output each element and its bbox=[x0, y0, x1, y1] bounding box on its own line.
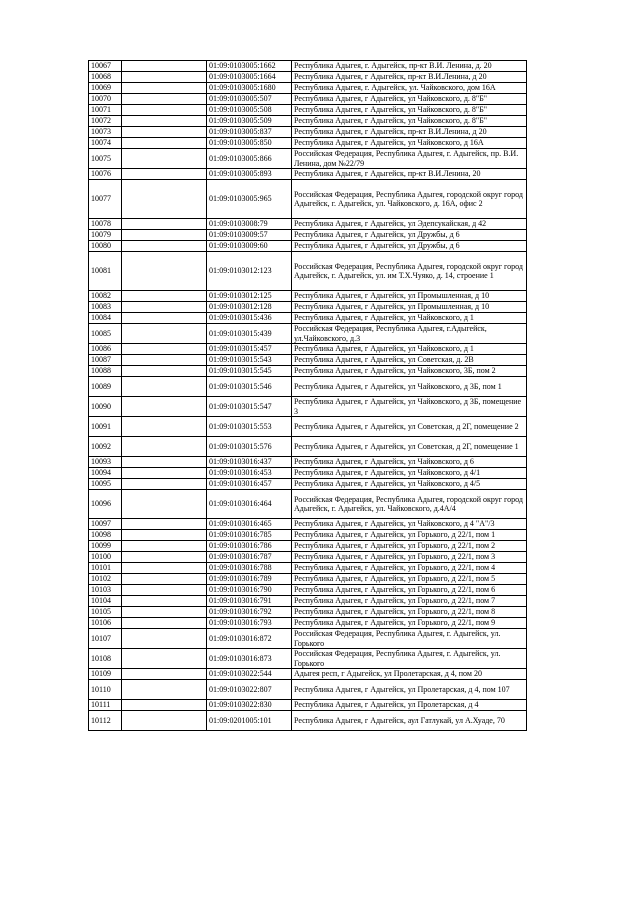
row-number: 10072 bbox=[89, 116, 122, 127]
address: Республика Адыгея, г Адыгейск, ул Горького, д 22/1, пом 2 bbox=[292, 541, 527, 552]
table-row bbox=[89, 230, 527, 241]
table-row bbox=[89, 219, 527, 230]
row-blank-cell bbox=[122, 457, 207, 468]
table-row bbox=[89, 468, 527, 479]
table-row bbox=[89, 530, 527, 541]
cadastral-number: 01:09:0103016:785 bbox=[207, 530, 292, 541]
row-blank-cell bbox=[122, 596, 207, 607]
address: Республика Адыгея, г Адыгейск, ул Дружбы, д 6 bbox=[292, 241, 527, 252]
table-row bbox=[89, 457, 527, 468]
cadastral-number: 01:09:0103005:1662 bbox=[207, 61, 292, 72]
table-row bbox=[89, 437, 527, 457]
table-row bbox=[89, 313, 527, 324]
cadastral-number: 01:09:0103022:544 bbox=[207, 669, 292, 680]
address: Республика Адыгея, г Адыгейск, ул Чайковского, д 16А bbox=[292, 138, 527, 149]
row-blank-cell bbox=[122, 313, 207, 324]
cadastral-number: 01:09:0103008:79 bbox=[207, 219, 292, 230]
address: Российская Федерация, Республика Адыгея, городской округ город Адыгейск, г. Адыгейск, ул. Чайковского, д. 16А, офис 2 bbox=[292, 180, 527, 219]
row-blank-cell bbox=[122, 127, 207, 138]
row-blank-cell bbox=[122, 669, 207, 680]
row-number: 10109 bbox=[89, 669, 122, 680]
cadastral-number: 01:09:0103016:787 bbox=[207, 552, 292, 563]
row-blank-cell bbox=[122, 180, 207, 219]
row-blank-cell bbox=[122, 479, 207, 490]
table-row bbox=[89, 629, 527, 649]
table-row bbox=[89, 680, 527, 700]
row-blank-cell bbox=[122, 61, 207, 72]
address: Республика Адыгея, г Адыгейск, ул Горького, д 22/1, пом 8 bbox=[292, 607, 527, 618]
cadastral-number: 01:09:0103015:543 bbox=[207, 355, 292, 366]
cadastral-number: 01:09:0103022:807 bbox=[207, 680, 292, 700]
table-row bbox=[89, 324, 527, 344]
address: Республика Адыгея, г Адыгейск, ул Чайковского, д 6 bbox=[292, 457, 527, 468]
address: Республика Адыгея, г Адыгейск, пр-кт В.И.Ленина, д 20 bbox=[292, 127, 527, 138]
row-number: 10102 bbox=[89, 574, 122, 585]
table-row bbox=[89, 302, 527, 313]
row-blank-cell bbox=[122, 219, 207, 230]
cadastral-number: 01:09:0103005:893 bbox=[207, 169, 292, 180]
table-row bbox=[89, 149, 527, 169]
cadastral-number: 01:09:0103016:788 bbox=[207, 563, 292, 574]
table-row bbox=[89, 252, 527, 291]
table-row bbox=[89, 72, 527, 83]
address: Российская Федерация, Республика Адыгея, г. Адыгейск, ул. Горького bbox=[292, 649, 527, 669]
cadastral-number: 01:09:0103016:873 bbox=[207, 649, 292, 669]
address: Российская Федерация, Республика Адыгея, г.Адыгейск, ул.Чайковского, д.3 bbox=[292, 324, 527, 344]
table-row bbox=[89, 574, 527, 585]
cadastral-number: 01:09:0103005:965 bbox=[207, 180, 292, 219]
cadastral-number: 01:09:0103016:437 bbox=[207, 457, 292, 468]
cadastral-number: 01:09:0103016:790 bbox=[207, 585, 292, 596]
cadastral-number: 01:09:0103005:1680 bbox=[207, 83, 292, 94]
address: Республика Адыгея, г Адыгейск, ул Советская, д 2Г, помещение 1 bbox=[292, 437, 527, 457]
row-blank-cell bbox=[122, 417, 207, 437]
table-row bbox=[89, 669, 527, 680]
row-number: 10084 bbox=[89, 313, 122, 324]
row-number: 10099 bbox=[89, 541, 122, 552]
address: Российская Федерация, Республика Адыгея, городской округ город Адыгейск, г. Адыгейск, ул. им Т.Х.Чуяко, д. 14, строение 1 bbox=[292, 252, 527, 291]
table-row bbox=[89, 377, 527, 397]
cadastral-number: 01:09:0103015:546 bbox=[207, 377, 292, 397]
row-number: 10067 bbox=[89, 61, 122, 72]
row-blank-cell bbox=[122, 711, 207, 731]
address: Республика Адыгея, г Адыгейск, ул Промышленная, д 10 bbox=[292, 302, 527, 313]
row-blank-cell bbox=[122, 629, 207, 649]
cadastral-number: 01:09:0103009:60 bbox=[207, 241, 292, 252]
table-row bbox=[89, 596, 527, 607]
cadastral-number: 01:09:0103005:866 bbox=[207, 149, 292, 169]
cadastral-number: 01:09:0103015:436 bbox=[207, 313, 292, 324]
row-number: 10112 bbox=[89, 711, 122, 731]
table-row bbox=[89, 355, 527, 366]
table-row bbox=[89, 607, 527, 618]
row-blank-cell bbox=[122, 291, 207, 302]
row-blank-cell bbox=[122, 324, 207, 344]
address: Республика Адыгея, г Адыгейск, ул Чайковского, д 3Б, помещение 3 bbox=[292, 397, 527, 417]
row-number: 10098 bbox=[89, 530, 122, 541]
row-blank-cell bbox=[122, 302, 207, 313]
cadastral-number: 01:09:0103015:576 bbox=[207, 437, 292, 457]
table-row bbox=[89, 344, 527, 355]
row-number: 10108 bbox=[89, 649, 122, 669]
row-blank-cell bbox=[122, 700, 207, 711]
row-number: 10073 bbox=[89, 127, 122, 138]
cadastral-number: 01:09:0103015:553 bbox=[207, 417, 292, 437]
table-row bbox=[89, 138, 527, 149]
row-blank-cell bbox=[122, 397, 207, 417]
row-number: 10093 bbox=[89, 457, 122, 468]
table-row bbox=[89, 180, 527, 219]
row-blank-cell bbox=[122, 519, 207, 530]
row-number: 10070 bbox=[89, 94, 122, 105]
row-number: 10107 bbox=[89, 629, 122, 649]
row-blank-cell bbox=[122, 252, 207, 291]
row-number: 10083 bbox=[89, 302, 122, 313]
table-row bbox=[89, 291, 527, 302]
row-number: 10079 bbox=[89, 230, 122, 241]
row-blank-cell bbox=[122, 607, 207, 618]
row-number: 10075 bbox=[89, 149, 122, 169]
address: Республика Адыгея, г Адыгейск, ул Горького, д 22/1, пом 5 bbox=[292, 574, 527, 585]
table-row bbox=[89, 366, 527, 377]
row-number: 10110 bbox=[89, 680, 122, 700]
row-blank-cell bbox=[122, 105, 207, 116]
row-number: 10085 bbox=[89, 324, 122, 344]
address: Республика Адыгея, г Адыгейск, ул Чайковского, д 4 "А"/3 bbox=[292, 519, 527, 530]
cadastral-number: 01:09:0103012:128 bbox=[207, 302, 292, 313]
row-blank-cell bbox=[122, 541, 207, 552]
cadastral-number: 01:09:0103016:792 bbox=[207, 607, 292, 618]
row-blank-cell bbox=[122, 366, 207, 377]
table-row bbox=[89, 563, 527, 574]
row-blank-cell bbox=[122, 377, 207, 397]
row-number: 10091 bbox=[89, 417, 122, 437]
table-row bbox=[89, 618, 527, 629]
row-number: 10088 bbox=[89, 366, 122, 377]
address: Республика Адыгея, г Адыгейск, ул Чайковского, д 4/1 bbox=[292, 468, 527, 479]
address: Российская Федерация, Республика Адыгея, г. Адыгейск, ул. Горького bbox=[292, 629, 527, 649]
cadastral-number: 01:09:0103016:789 bbox=[207, 574, 292, 585]
table-row bbox=[89, 649, 527, 669]
row-number: 10081 bbox=[89, 252, 122, 291]
cadastral-number: 01:09:0103015:545 bbox=[207, 366, 292, 377]
address: Республика Адыгея, г Адыгейск, ул Горького, д 22/1, пом 3 bbox=[292, 552, 527, 563]
address: Адыгея респ, г Адыгейск, ул Пролетарская, д 4, пом 20 bbox=[292, 669, 527, 680]
cadastral-number: 01:09:0103005:509 bbox=[207, 116, 292, 127]
row-blank-cell bbox=[122, 230, 207, 241]
cadastral-number: 01:09:0103012:125 bbox=[207, 291, 292, 302]
row-blank-cell bbox=[122, 83, 207, 94]
row-number: 10080 bbox=[89, 241, 122, 252]
address: Республика Адыгея, г Адыгейск, ул Пролетарская, д 4, пом 107 bbox=[292, 680, 527, 700]
table-row bbox=[89, 417, 527, 437]
row-number: 10087 bbox=[89, 355, 122, 366]
row-blank-cell bbox=[122, 72, 207, 83]
row-number: 10092 bbox=[89, 437, 122, 457]
address: Республика Адыгея, г Адыгейск, ул Эдепсукайская, д 42 bbox=[292, 219, 527, 230]
address: Республика Адыгея, г Адыгейск, ул Промышленная, д 10 bbox=[292, 291, 527, 302]
row-number: 10086 bbox=[89, 344, 122, 355]
row-number: 10096 bbox=[89, 490, 122, 519]
row-number: 10111 bbox=[89, 700, 122, 711]
row-blank-cell bbox=[122, 138, 207, 149]
cadastral-number: 01:09:0103005:850 bbox=[207, 138, 292, 149]
table-row bbox=[89, 116, 527, 127]
cadastral-number: 01:09:0103016:872 bbox=[207, 629, 292, 649]
cadastral-number: 01:09:0103015:457 bbox=[207, 344, 292, 355]
row-number: 10069 bbox=[89, 83, 122, 94]
row-number: 10068 bbox=[89, 72, 122, 83]
records-table-body bbox=[89, 61, 527, 731]
row-number: 10106 bbox=[89, 618, 122, 629]
address: Республика Адыгея, г Адыгейск, ул Дружбы, д 6 bbox=[292, 230, 527, 241]
row-number: 10089 bbox=[89, 377, 122, 397]
cadastral-number: 01:09:0103016:465 bbox=[207, 519, 292, 530]
records-table bbox=[88, 60, 527, 731]
cadastral-number: 01:09:0103016:786 bbox=[207, 541, 292, 552]
row-number: 10071 bbox=[89, 105, 122, 116]
table-row bbox=[89, 711, 527, 731]
address: Республика Адыгея, г Адыгейск, пр-кт В.И.Ленина, 20 bbox=[292, 169, 527, 180]
cadastral-number: 01:09:0103016:464 bbox=[207, 490, 292, 519]
address: Республика Адыгея, г Адыгейск, ул Горького, д 22/1, пом 9 bbox=[292, 618, 527, 629]
address: Республика Адыгея, г Адыгейск, ул Горького, д 22/1, пом 4 bbox=[292, 563, 527, 574]
row-number: 10103 bbox=[89, 585, 122, 596]
table-row bbox=[89, 490, 527, 519]
address: Республика Адыгея, г. Адыгейск, ул. Чайковского, дом 16А bbox=[292, 83, 527, 94]
table-row bbox=[89, 541, 527, 552]
cadastral-number: 01:09:0103012:123 bbox=[207, 252, 292, 291]
row-number: 10100 bbox=[89, 552, 122, 563]
cadastral-number: 01:09:0103015:547 bbox=[207, 397, 292, 417]
table-row bbox=[89, 479, 527, 490]
address: Республика Адыгея, г Адыгейск, пр-кт В.И.Ленина, д 20 bbox=[292, 72, 527, 83]
address: Республика Адыгея, г Адыгейск, ул Горького, д 22/1, пом 6 bbox=[292, 585, 527, 596]
address: Республика Адыгея, г Адыгейск, аул Гатлукай, ул А.Хуаде, 70 bbox=[292, 711, 527, 731]
row-blank-cell bbox=[122, 116, 207, 127]
table-row bbox=[89, 127, 527, 138]
row-number: 10095 bbox=[89, 479, 122, 490]
row-number: 10077 bbox=[89, 180, 122, 219]
cadastral-number: 01:09:0103016:793 bbox=[207, 618, 292, 629]
row-blank-cell bbox=[122, 490, 207, 519]
address: Республика Адыгея, г Адыгейск, ул Чайковского, 3Б, пом 2 bbox=[292, 366, 527, 377]
row-number: 10094 bbox=[89, 468, 122, 479]
table-row bbox=[89, 700, 527, 711]
row-number: 10097 bbox=[89, 519, 122, 530]
address: Республика Адыгея, г Адыгейск, ул Чайковского, д 1 bbox=[292, 313, 527, 324]
table-row bbox=[89, 519, 527, 530]
cadastral-number: 01:09:0201005:101 bbox=[207, 711, 292, 731]
address: Российская Федерация, Республика Адыгея, г. Адыгейск, пр. В.И. Ленина, дом №22/79 bbox=[292, 149, 527, 169]
row-blank-cell bbox=[122, 552, 207, 563]
row-number: 10074 bbox=[89, 138, 122, 149]
table-row bbox=[89, 169, 527, 180]
row-blank-cell bbox=[122, 344, 207, 355]
cadastral-number: 01:09:0103005:1664 bbox=[207, 72, 292, 83]
address: Республика Адыгея, г Адыгейск, ул Чайковского, д. 8"Б" bbox=[292, 105, 527, 116]
row-number: 10082 bbox=[89, 291, 122, 302]
row-blank-cell bbox=[122, 355, 207, 366]
table-row bbox=[89, 241, 527, 252]
cadastral-number: 01:09:0103016:791 bbox=[207, 596, 292, 607]
address: Республика Адыгея, г Адыгейск, ул Чайковского, д 4/5 bbox=[292, 479, 527, 490]
row-blank-cell bbox=[122, 574, 207, 585]
cadastral-number: 01:09:0103005:507 bbox=[207, 94, 292, 105]
address: Республика Адыгея, г Адыгейск, ул Чайковского, д 3Б, пом 1 bbox=[292, 377, 527, 397]
cadastral-number: 01:09:0103016:453 bbox=[207, 468, 292, 479]
row-blank-cell bbox=[122, 618, 207, 629]
address: Республика Адыгея, г Адыгейск, ул Чайковского, д. 8"Б" bbox=[292, 116, 527, 127]
address: Республика Адыгея, г Адыгейск, ул Горького, д 22/1, пом 7 bbox=[292, 596, 527, 607]
row-blank-cell bbox=[122, 563, 207, 574]
address: Республика Адыгея, г Адыгейск, ул Чайковского, д 1 bbox=[292, 344, 527, 355]
address: Российская Федерация, Республика Адыгея, городской округ город Адыгейск, г. Адыгейск, ул. Чайковского, д.4А/4 bbox=[292, 490, 527, 519]
row-number: 10101 bbox=[89, 563, 122, 574]
row-blank-cell bbox=[122, 649, 207, 669]
row-number: 10076 bbox=[89, 169, 122, 180]
cadastral-number: 01:09:0103009:57 bbox=[207, 230, 292, 241]
table-row bbox=[89, 94, 527, 105]
row-blank-cell bbox=[122, 169, 207, 180]
row-number: 10078 bbox=[89, 219, 122, 230]
table-row bbox=[89, 397, 527, 417]
table-row bbox=[89, 61, 527, 72]
address: Республика Адыгея, г Адыгейск, ул Горького, д 22/1, пом 1 bbox=[292, 530, 527, 541]
row-number: 10105 bbox=[89, 607, 122, 618]
row-blank-cell bbox=[122, 241, 207, 252]
row-blank-cell bbox=[122, 149, 207, 169]
address: Республика Адыгея, г Адыгейск, ул Пролетарская, д 4 bbox=[292, 700, 527, 711]
table-row bbox=[89, 83, 527, 94]
cadastral-number: 01:09:0103005:837 bbox=[207, 127, 292, 138]
table-row bbox=[89, 552, 527, 563]
row-blank-cell bbox=[122, 468, 207, 479]
cadastral-number: 01:09:0103015:439 bbox=[207, 324, 292, 344]
table-row bbox=[89, 105, 527, 116]
cadastral-number: 01:09:0103022:830 bbox=[207, 700, 292, 711]
row-blank-cell bbox=[122, 680, 207, 700]
row-blank-cell bbox=[122, 94, 207, 105]
table-row bbox=[89, 585, 527, 596]
row-blank-cell bbox=[122, 530, 207, 541]
row-number: 10104 bbox=[89, 596, 122, 607]
row-blank-cell bbox=[122, 585, 207, 596]
address: Республика Адыгея, г Адыгейск, ул Чайковского, д. 8"Б" bbox=[292, 94, 527, 105]
row-blank-cell bbox=[122, 437, 207, 457]
cadastral-number: 01:09:0103016:457 bbox=[207, 479, 292, 490]
address: Республика Адыгея, г Адыгейск, ул Советская, д. 2В bbox=[292, 355, 527, 366]
row-number: 10090 bbox=[89, 397, 122, 417]
address: Республика Адыгея, г. Адыгейск, пр-кт В.И. Ленина, д. 20 bbox=[292, 61, 527, 72]
cadastral-number: 01:09:0103005:508 bbox=[207, 105, 292, 116]
address: Республика Адыгея, г Адыгейск, ул Советская, д 2Г, помещение 2 bbox=[292, 417, 527, 437]
